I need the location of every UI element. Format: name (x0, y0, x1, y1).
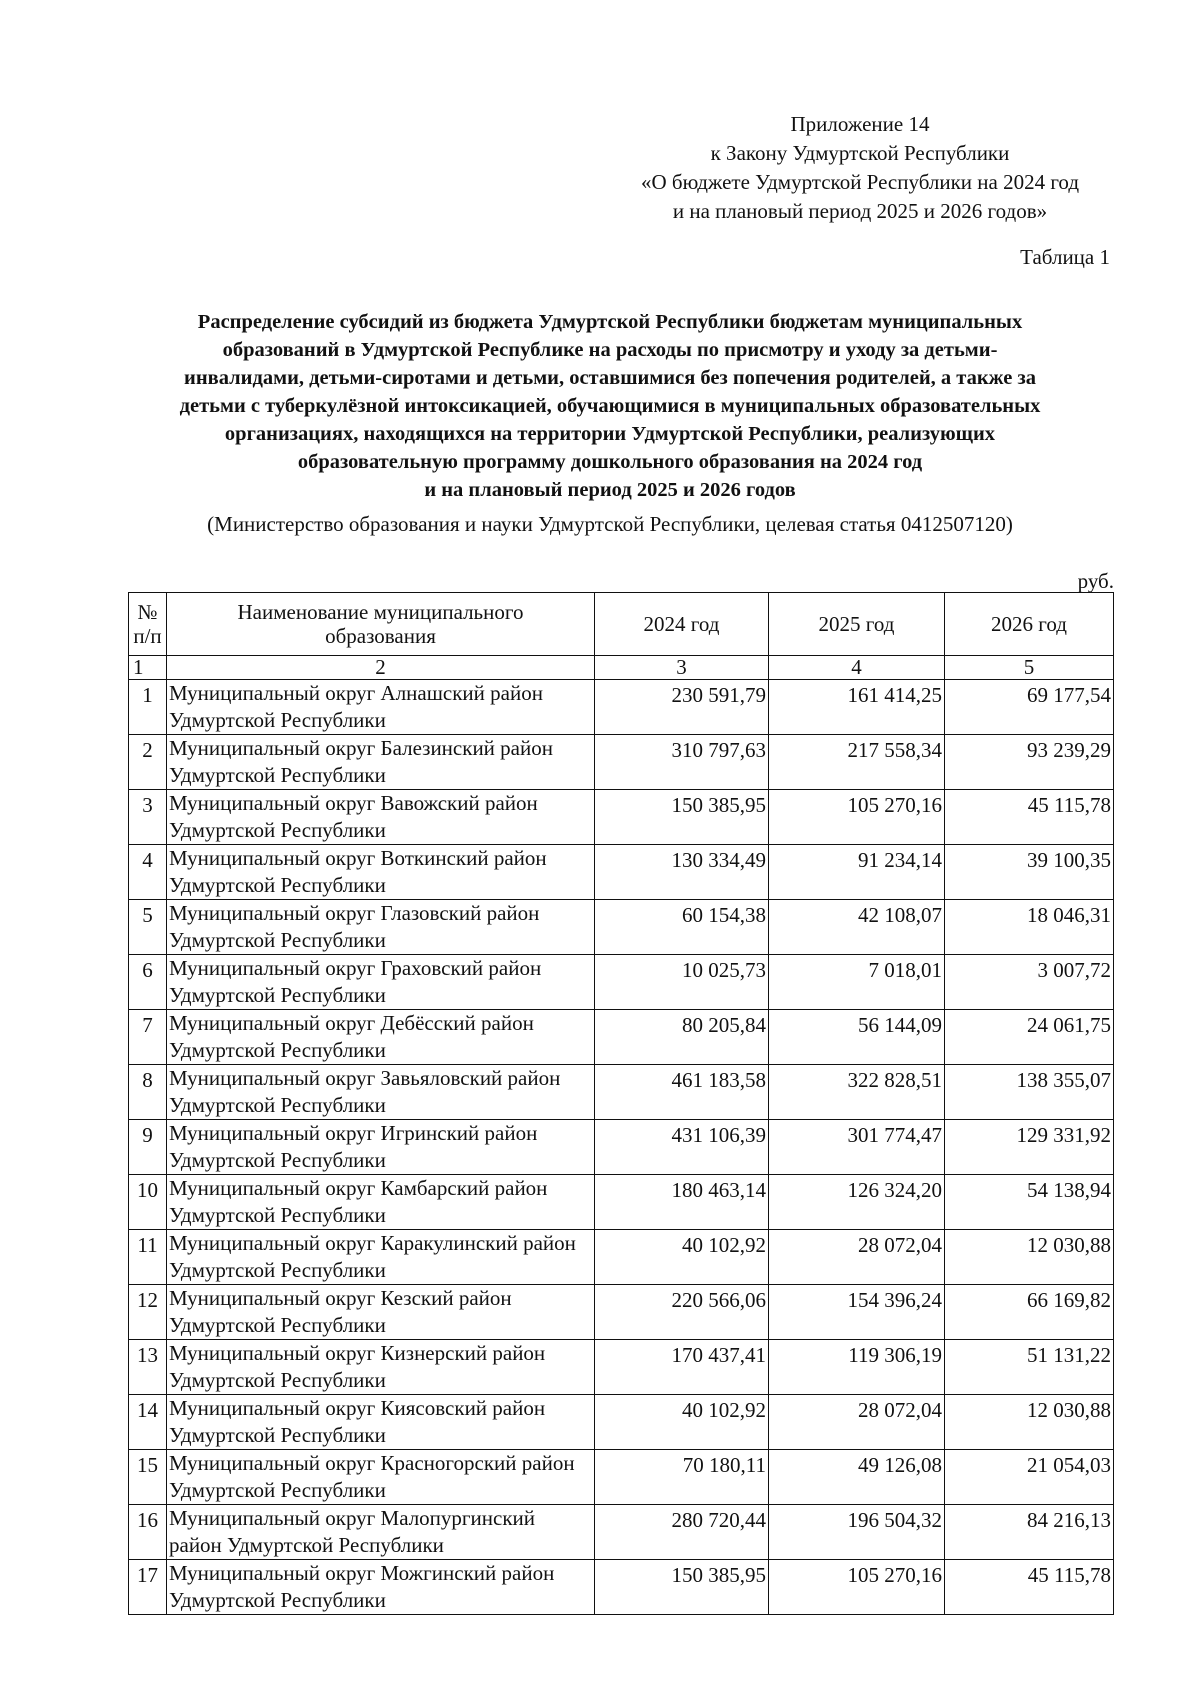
value-2025: 154 396,24 (769, 1285, 945, 1340)
value-2026: 84 216,13 (945, 1505, 1114, 1560)
value-2025: 119 306,19 (769, 1340, 945, 1395)
value-2024: 80 205,84 (595, 1010, 769, 1065)
table-row (129, 1450, 1114, 1505)
value-2025: 217 558,34 (769, 735, 945, 790)
title-line: Распределение субсидий из бюджета Удмуртской Республики бюджетам муниципальных (197, 311, 1023, 333)
value-2024: 230 591,79 (595, 680, 769, 735)
value-2025: 322 828,51 (769, 1065, 945, 1120)
municipality-name: Муниципальный округ Кезский район Удмуртской Республики (167, 1285, 595, 1340)
value-2024: 220 566,06 (595, 1285, 769, 1340)
value-2024: 170 437,41 (595, 1340, 769, 1395)
value-2024: 150 385,95 (595, 790, 769, 845)
row-number: 3 (129, 790, 167, 845)
title-line: организациях, находящихся на территории Удмуртской Республики, реализующих (224, 423, 996, 445)
document-title (110, 308, 1110, 504)
appendix-header (610, 110, 1110, 226)
table-row (129, 1560, 1114, 1615)
value-2024: 180 463,14 (595, 1175, 769, 1230)
table-row (129, 1120, 1114, 1175)
value-2025: 126 324,20 (769, 1175, 945, 1230)
header-2026: 2026 год (945, 593, 1114, 656)
units-label: руб. (1077, 569, 1114, 593)
value-2024: 461 183,58 (595, 1065, 769, 1120)
value-2024: 10 025,73 (595, 955, 769, 1010)
table-index-row (129, 656, 1114, 680)
value-2026: 93 239,29 (945, 735, 1114, 790)
municipality-name: Муниципальный округ Глазовский район Удмуртской Республики (167, 900, 595, 955)
row-number: 6 (129, 955, 167, 1010)
value-2024: 150 385,95 (595, 1560, 769, 1615)
title-line: и на плановый период 2025 и 2026 годов (424, 479, 796, 501)
municipality-name: Муниципальный округ Балезинский район Удмуртской Республики (167, 735, 595, 790)
value-2024: 40 102,92 (595, 1395, 769, 1450)
row-number: 13 (129, 1340, 167, 1395)
value-2025: 49 126,08 (769, 1450, 945, 1505)
row-number: 11 (129, 1230, 167, 1285)
municipality-name: Муниципальный округ Можгинский район Удмуртской Республики (167, 1560, 595, 1615)
value-2026: 138 355,07 (945, 1065, 1114, 1120)
value-2024: 60 154,38 (595, 900, 769, 955)
value-2026: 45 115,78 (945, 790, 1114, 845)
value-2026: 129 331,92 (945, 1120, 1114, 1175)
title-line: детьми с туберкулёзной интоксикацией, обучающимися в муниципальных образовательных (179, 395, 1041, 417)
value-2024: 130 334,49 (595, 845, 769, 900)
table-row (129, 1010, 1114, 1065)
header-2025: 2025 год (769, 593, 945, 656)
table-row (129, 845, 1114, 900)
municipality-name: Муниципальный округ Киясовский район Удмуртской Республики (167, 1395, 595, 1450)
municipality-name: Муниципальный округ Камбарский район Удмуртской Республики (167, 1175, 595, 1230)
table-row (129, 790, 1114, 845)
table-row (129, 1340, 1114, 1395)
appendix-number: Приложение 14 (790, 112, 930, 136)
index-cell: 1 (129, 656, 167, 680)
table-row (129, 735, 1114, 790)
row-number: 2 (129, 735, 167, 790)
value-2026: 3 007,72 (945, 955, 1114, 1010)
row-number: 5 (129, 900, 167, 955)
value-2026: 24 061,75 (945, 1010, 1114, 1065)
index-cell: 5 (945, 656, 1114, 680)
subsidy-table (128, 592, 1114, 1615)
table-header-row (129, 593, 1114, 656)
municipality-name: Муниципальный округ Дебёсский район Удмуртской Республики (167, 1010, 595, 1065)
value-2026: 39 100,35 (945, 845, 1114, 900)
row-number: 7 (129, 1010, 167, 1065)
municipality-name: Муниципальный округ Каракулинский район Удмуртской Республики (167, 1230, 595, 1285)
header-number-line2: п/п (133, 624, 162, 648)
value-2024: 280 720,44 (595, 1505, 769, 1560)
value-2025: 196 504,32 (769, 1505, 945, 1560)
value-2026: 21 054,03 (945, 1450, 1114, 1505)
municipality-name: Муниципальный округ Кизнерский район Удмуртской Республики (167, 1340, 595, 1395)
value-2026: 51 131,22 (945, 1340, 1114, 1395)
value-2025: 105 270,16 (769, 790, 945, 845)
municipality-name: Муниципальный округ Алнашский район Удмуртской Республики (167, 680, 595, 735)
table-row (129, 955, 1114, 1010)
value-2026: 66 169,82 (945, 1285, 1114, 1340)
row-number: 17 (129, 1560, 167, 1615)
value-2026: 69 177,54 (945, 680, 1114, 735)
header-2024: 2024 год (595, 593, 769, 656)
row-number: 4 (129, 845, 167, 900)
index-cell: 4 (769, 656, 945, 680)
value-2024: 310 797,63 (595, 735, 769, 790)
municipality-name: Муниципальный округ Красногорский район Удмуртской Республики (167, 1450, 595, 1505)
municipality-name: Муниципальный округ Завьяловский район Удмуртской Республики (167, 1065, 595, 1120)
municipality-name: Муниципальный округ Игринский район Удмуртской Республики (167, 1120, 595, 1175)
value-2026: 54 138,94 (945, 1175, 1114, 1230)
value-2025: 105 270,16 (769, 1560, 945, 1615)
value-2026: 18 046,31 (945, 900, 1114, 955)
municipality-name: Муниципальный округ Вавожский район Удмуртской Республики (167, 790, 595, 845)
table-row (129, 900, 1114, 955)
table-row (129, 1285, 1114, 1340)
table-row (129, 1505, 1114, 1560)
value-2025: 7 018,01 (769, 955, 945, 1010)
appendix-law-period: и на плановый период 2025 и 2026 годов» (672, 199, 1048, 223)
header-name: Наименование муниципального образования (167, 593, 595, 656)
value-2025: 161 414,25 (769, 680, 945, 735)
table-row (129, 1395, 1114, 1450)
value-2025: 28 072,04 (769, 1395, 945, 1450)
table-row (129, 680, 1114, 735)
document-subtitle: (Министерство образования и науки Удмуртской Республики, целевая статья 0412507120) (207, 512, 1013, 536)
value-2025: 91 234,14 (769, 845, 945, 900)
row-number: 16 (129, 1505, 167, 1560)
value-2025: 56 144,09 (769, 1010, 945, 1065)
index-cell: 3 (595, 656, 769, 680)
appendix-law-ref: к Закону Удмуртской Республики (710, 141, 1010, 165)
title-line: образований в Удмуртской Республике на расходы по присмотру и уходу за детьми- (222, 339, 998, 361)
table-row (129, 1175, 1114, 1230)
table-row (129, 1230, 1114, 1285)
value-2024: 70 180,11 (595, 1450, 769, 1505)
header-number (129, 593, 167, 656)
municipality-name: Муниципальный округ Граховский район Удмуртской Республики (167, 955, 595, 1010)
row-number: 9 (129, 1120, 167, 1175)
title-line: инвалидами, детьми-сиротами и детьми, оставшимися без попечения родителей, а также за (184, 367, 1036, 389)
value-2026: 12 030,88 (945, 1395, 1114, 1450)
row-number: 14 (129, 1395, 167, 1450)
row-number: 1 (129, 680, 167, 735)
value-2024: 40 102,92 (595, 1230, 769, 1285)
header-number-line1: № (137, 600, 158, 624)
row-number: 15 (129, 1450, 167, 1505)
row-number: 8 (129, 1065, 167, 1120)
municipality-name: Муниципальный округ Воткинский район Удмуртской Республики (167, 845, 595, 900)
table-label: Таблица 1 (1020, 245, 1110, 269)
table-row (129, 1065, 1114, 1120)
value-2025: 301 774,47 (769, 1120, 945, 1175)
title-line: образовательную программу дошкольного образования на 2024 год (297, 451, 923, 473)
value-2026: 45 115,78 (945, 1560, 1114, 1615)
row-number: 12 (129, 1285, 167, 1340)
value-2025: 42 108,07 (769, 900, 945, 955)
municipality-name: Муниципальный округ Малопургинский район Удмуртской Республики (167, 1505, 595, 1560)
value-2025: 28 072,04 (769, 1230, 945, 1285)
value-2024: 431 106,39 (595, 1120, 769, 1175)
row-number: 10 (129, 1175, 167, 1230)
index-cell: 2 (167, 656, 595, 680)
value-2026: 12 030,88 (945, 1230, 1114, 1285)
appendix-law-title: «О бюджете Удмуртской Республики на 2024 год (640, 170, 1080, 194)
